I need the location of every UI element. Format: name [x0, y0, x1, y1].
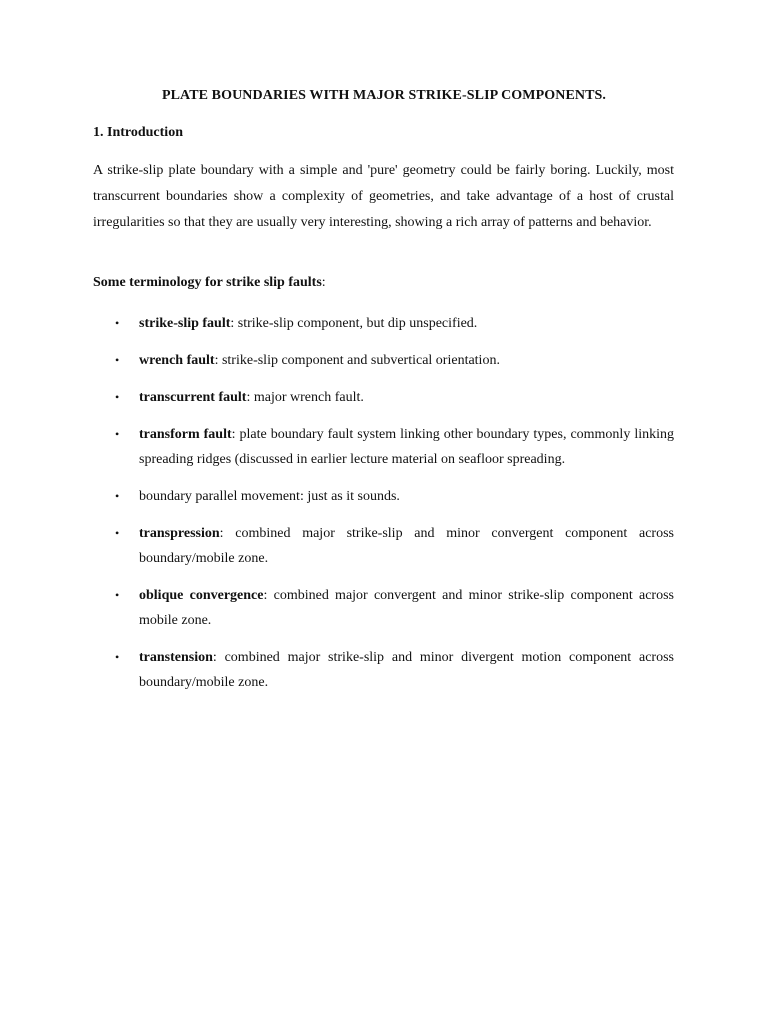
term-definition: : combined major convergent and minor strike-slip component across mobile zone.	[139, 588, 674, 628]
list-item	[93, 385, 674, 410]
terminology-heading-colon: :	[321, 275, 326, 290]
term-name: transform fault	[139, 427, 232, 442]
intro-paragraph: A strike-slip plate boundary with a simple and 'pure' geometry could be fairly boring. Luckily, most transcurrent boundaries show a complexity of geometries, and take advantage of a host of crustal irregularities so that they are usually very interesting, showing a rich array of patterns and behavior.	[93, 163, 674, 230]
bullet-icon: •	[115, 353, 120, 367]
bullet-icon: •	[115, 489, 120, 503]
term-name: transpression	[139, 526, 220, 541]
term-definition: : strike-slip component, but dip unspecified.	[230, 316, 478, 331]
term-definition: : strike-slip component and subvertical orientation.	[214, 353, 500, 368]
term-definition: : plate boundary fault system linking other boundary types, commonly linking spreading ridges (discussed in earlier lecture material on seafloor spreading.	[139, 427, 674, 467]
list-item	[93, 311, 674, 336]
list-item	[93, 348, 674, 373]
bullet-icon: •	[115, 588, 120, 602]
terminology-list	[93, 311, 674, 707]
term-definition: : major wrench fault.	[246, 390, 364, 405]
bullet-icon: •	[115, 390, 120, 404]
section-heading: 1. Introduction	[93, 125, 183, 140]
terminology-heading	[93, 275, 326, 291]
term-name: wrench fault	[139, 353, 215, 368]
list-item	[93, 521, 674, 571]
bullet-icon: •	[115, 427, 120, 441]
terminology-heading-text: Some terminology for strike slip faults	[93, 275, 322, 290]
list-item	[93, 484, 674, 509]
bullet-icon: •	[115, 526, 120, 540]
bullet-icon: •	[115, 650, 120, 664]
list-item	[93, 645, 674, 695]
list-item	[93, 422, 674, 472]
term-name: transcurrent fault	[139, 390, 247, 405]
list-item	[93, 583, 674, 633]
term-name: transtension	[139, 650, 213, 665]
term-definition: boundary parallel movement: just as it sounds.	[139, 489, 400, 504]
term-name: strike-slip fault	[139, 316, 231, 331]
document-title: PLATE BOUNDARIES WITH MAJOR STRIKE-SLIP COMPONENTS.	[161, 88, 607, 103]
term-definition: : combined major strike-slip and minor divergent motion component across boundary/mobile zone.	[139, 650, 674, 690]
bullet-icon: •	[115, 316, 120, 330]
term-name: oblique convergence	[139, 588, 264, 603]
term-definition: : combined major strike-slip and minor convergent component across boundary/mobile zone.	[139, 526, 674, 566]
